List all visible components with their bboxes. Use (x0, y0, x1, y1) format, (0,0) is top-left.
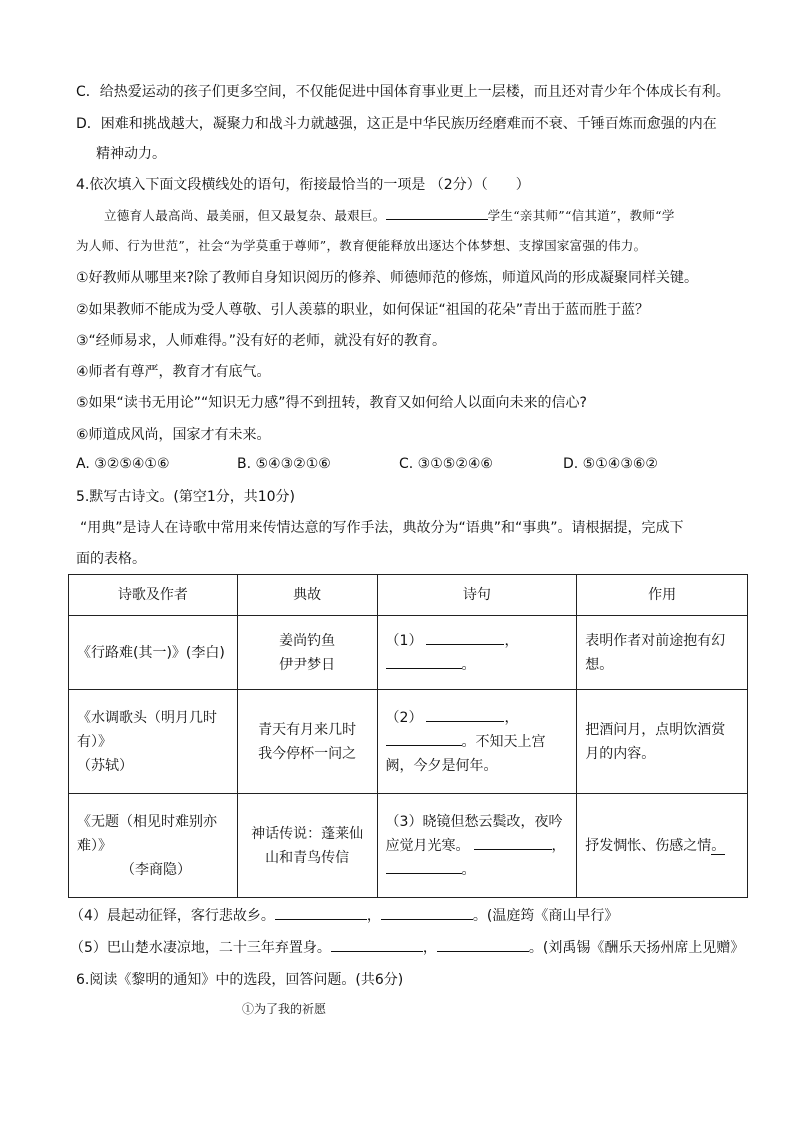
question-5-title: 5.默写古诗文。(第空1分，共10分) (76, 489, 296, 505)
option-d-line-1: D．困难和挑战越大，凝聚力和战斗力就越强，这正是中华民族历经磨难而不衰、千锤百炼而愈强的内在 (76, 116, 717, 132)
sentence-4: ④师者有尊严，教育才有底气。 (76, 364, 271, 380)
option-a[interactable]: A. ③②⑤④①⑥ (76, 456, 170, 472)
poem-cell: 《行路难(其一)》(李白) (69, 616, 238, 690)
allusion-line: 伊尹梦日 (279, 656, 336, 673)
effect-cell: 把酒问月，点明饮酒赏月的内容。 (577, 690, 748, 794)
q4-passage-text-b: 学生“亲其师”“信其道”，教师“学 (487, 208, 675, 223)
option-c-line: C．给热爱运动的孩子们更多空间，不仅能促进中国体育事业更上一层楼，而且还对青少年个体成长有利。 (76, 84, 730, 100)
allusion-line: 青天有月来几时 (258, 721, 357, 738)
verse-text: 。 (461, 656, 476, 673)
question-4-title: 4.依次填入下面文段横线处的语句，衔接最恰当的一项是 （2分）（ ） (76, 177, 530, 193)
sentence-5: ⑤如果“读书无用论”“知识无力感”得不到扭转，教育又如何给人以面向未来的信心? (76, 395, 587, 411)
sentence-2: ②如果教师不能成为受人尊敬、引人羡慕的职业，如何保证“祖国的花朵”青出于蓝而胜于蓝？ (76, 302, 650, 318)
q5-4-text: （4）晨起动征铎，客行悲故乡。 (70, 908, 275, 924)
poem-title: 《无题（相见时难别亦难）》 (77, 813, 217, 854)
q5-intro-line-1: “用典”是诗人在诗歌中常用来传情达意的写作手法，典故分为“语典”和“事典”。请根据提，完成下 (80, 520, 684, 536)
verse-text: 。不知天上宫阙，今夕是何年。 (385, 733, 546, 774)
option-b[interactable]: B. ⑤④③②①⑥ (237, 456, 331, 472)
allusion-cell (237, 616, 377, 690)
sentence-6: ⑥师道成风尚，国家才有未来。 (76, 427, 271, 443)
q5-intro-line-2: 面的表格。 (76, 551, 146, 567)
answer-blank[interactable] (426, 708, 504, 722)
q5-5-source: 。(刘禹锡《酬乐天扬州席上见赠》 (528, 940, 745, 956)
effect-text: 抒发惆怅、伤感之情 (585, 837, 712, 854)
option-d[interactable]: D. ⑤①④③⑥② (563, 456, 658, 472)
table-header-row (69, 575, 748, 616)
q5-5-text: （5）巴山楚水凄凉地，二十三年弃置身。 (70, 940, 331, 956)
header-poem: 诗歌及作者 (69, 575, 238, 616)
q5-item-5: （5）巴山楚水凄凉地，二十三年弃置身。 ， 。(刘禹锡《酬乐天扬州席上见赠》 (70, 940, 745, 956)
table-row (69, 690, 748, 794)
verse-text: 。 (461, 861, 476, 878)
option-c[interactable]: C. ③①⑤②④⑥ (399, 456, 493, 472)
q4-passage-line-2: 为人师、行为世范”，社会“为学莫重于尊师”，教育便能释放出逐达个体梦想、支撑国家富强的伟力。 (76, 238, 647, 253)
q4-passage-line-1 (104, 206, 675, 226)
q6-excerpt-title: ①为了我的祈愿 (242, 1002, 327, 1016)
verse-cell: （1） ， 。 (377, 616, 577, 690)
answer-blank[interactable] (437, 938, 529, 952)
q4-passage-text-a: 立德育人最高尚、最美丽，但又最复杂、最艰巨。 (104, 208, 386, 223)
q5-4-source: 。(温庭筠《商山早行》 (472, 908, 619, 924)
allusion-line: 姜尚钓鱼 (279, 632, 336, 649)
q4-blank[interactable] (386, 206, 488, 220)
sentence-1: ①好教师从哪里来?除了教师自身知识阅历的修养、师德师范的修炼，师道风尚的形成凝聚同样关键。 (76, 270, 698, 286)
poem-cell (69, 690, 238, 794)
effect-cell: 抒发惆怅、伤感之情。 (577, 794, 748, 898)
allusion-cell: 神话传说：蓬莱仙山和青鸟传信 (237, 794, 377, 898)
question-6-title: 6.阅读《黎明的通知》中的选段，回答问题。(共6分) (76, 972, 404, 988)
header-verse: 诗句 (377, 575, 577, 616)
answer-blank[interactable] (386, 732, 462, 746)
verse-cell: （3）晓镜但愁云鬓改，夜吟应觉月光寒。 ， 。 (377, 794, 577, 898)
verse-label: （2） (385, 709, 423, 726)
poem-author: （苏轼） (77, 757, 133, 774)
answer-blank[interactable] (381, 906, 473, 920)
poetry-table (68, 574, 748, 898)
header-effect: 作用 (577, 575, 748, 616)
poem-cell (69, 794, 238, 898)
effect-cell: 表明作者对前途抱有幻想。 (577, 616, 748, 690)
allusion-line: 我今停杯一问之 (258, 745, 357, 762)
answer-blank[interactable] (275, 906, 367, 920)
verse-cell: （2） ， 。不知天上宫阙，今夕是何年。 (377, 690, 577, 794)
answer-blank[interactable] (426, 631, 504, 645)
sentence-3: ③“经师易求，人师难得。”没有好的老师，就没有好的教育。 (76, 333, 447, 349)
verse-text: （3）晓镜但愁云鬓改，夜吟应觉月光寒。 (385, 813, 563, 854)
q5-item-4: （4）晨起动征铎，客行悲故乡。 ， 。(温庭筠《商山早行》 (70, 908, 619, 924)
answer-blank[interactable] (331, 938, 423, 952)
answer-blank[interactable] (386, 860, 462, 874)
q4-options (76, 456, 696, 476)
answer-blank[interactable] (474, 836, 552, 850)
header-allusion: 典故 (237, 575, 377, 616)
table-row (69, 794, 748, 898)
table-row (69, 616, 748, 690)
allusion-cell (237, 690, 377, 794)
poem-title: 《水调歌头（明月几时有）》 (77, 709, 217, 750)
answer-blank[interactable] (386, 655, 462, 669)
poem-author: （李商隐） (121, 861, 191, 878)
option-d-line-2: 精神动力。 (96, 146, 166, 162)
verse-label: （1） (385, 632, 423, 649)
